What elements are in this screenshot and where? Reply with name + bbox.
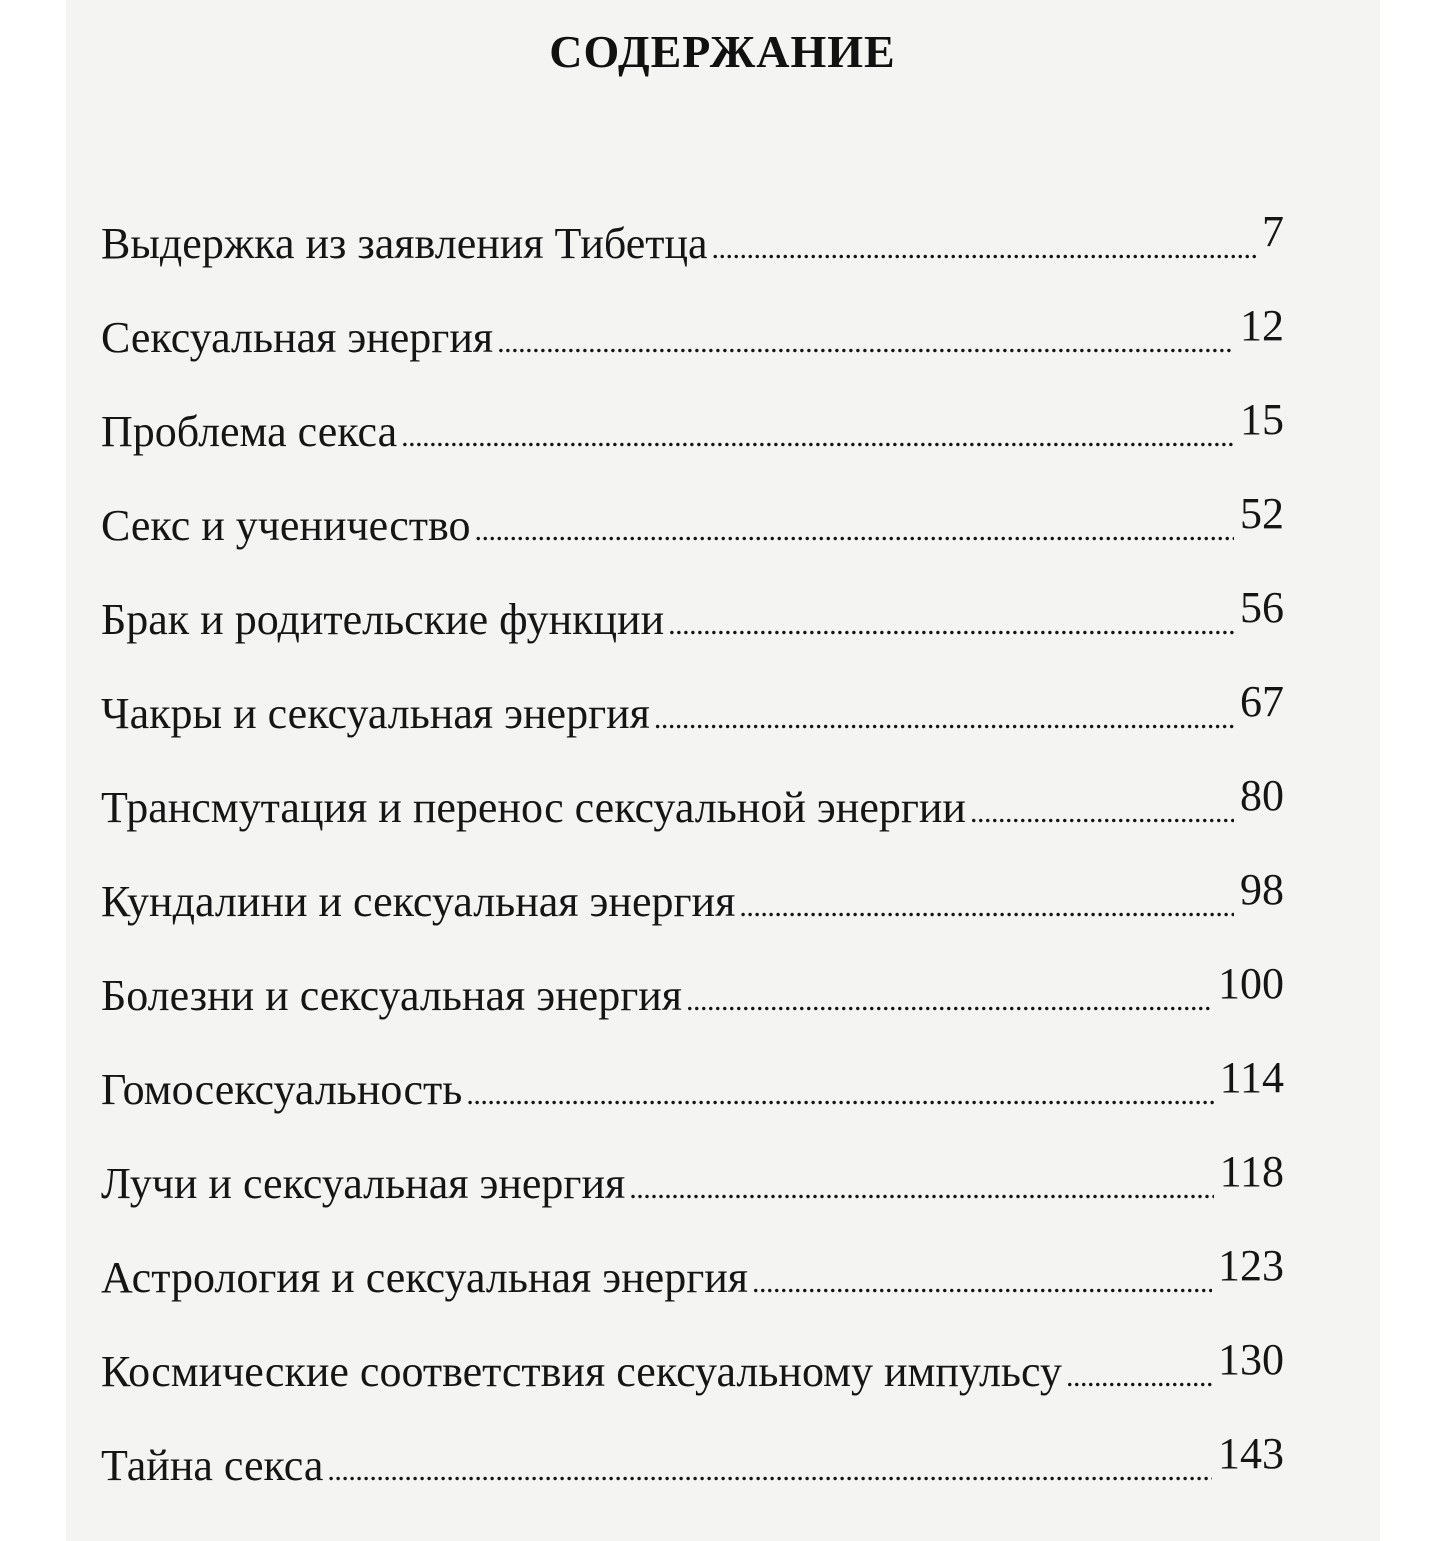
toc-entry-label: Проблема секса (101, 407, 398, 456)
dot-leader (970, 777, 1234, 843)
dot-leader (475, 495, 1234, 561)
toc-entry (101, 489, 1284, 555)
toc-entry-label: Чакры и сексуальная энергия (101, 689, 650, 738)
toc-entry-label: Выдержка из заявления Тибетца (101, 219, 708, 268)
toc-entry (101, 207, 1284, 273)
toc-entry (101, 1147, 1284, 1213)
dot-leader (327, 1435, 1212, 1501)
toc-entry-page: 7 (1262, 207, 1284, 256)
toc-entry-label: Астрология и сексуальная энергия (101, 1253, 749, 1302)
dot-leader (497, 307, 1234, 373)
toc-entry (101, 865, 1284, 931)
toc-entry-page: 15 (1240, 395, 1284, 444)
dot-leader (654, 683, 1234, 749)
dot-leader (739, 871, 1234, 937)
toc-entry-page: 98 (1240, 865, 1284, 914)
toc-entry (101, 583, 1284, 649)
toc-entry-label: Тайна секса (101, 1441, 324, 1490)
toc-entry-page: 100 (1218, 959, 1284, 1008)
dot-leader (629, 1153, 1213, 1219)
dot-leader (668, 589, 1234, 655)
toc-entry (101, 677, 1284, 743)
toc-entry-page: 118 (1219, 1147, 1284, 1196)
toc-entry-label: Гомосексуальность (101, 1065, 463, 1114)
toc-title: СОДЕРЖАНИЕ (549, 26, 896, 77)
toc-entry (101, 1335, 1284, 1401)
toc-entry-label: Космические соответствия сексуальному импульсу (101, 1347, 1062, 1396)
toc-entry-page: 123 (1218, 1241, 1284, 1290)
toc-entry (101, 301, 1284, 367)
toc-entry (101, 1241, 1284, 1307)
toc-entry-page: 67 (1240, 677, 1284, 726)
dot-leader (752, 1247, 1212, 1313)
toc-entry-page: 12 (1240, 301, 1284, 350)
toc-entry (101, 395, 1284, 461)
toc-entry (101, 1053, 1284, 1119)
toc-entry-label: Болезни и сексуальная энергия (101, 971, 683, 1020)
toc-entry-label: Трансмутация и перенос сексуальной энергии (101, 783, 966, 832)
toc-entry (101, 771, 1284, 837)
toc-entry-page: 143 (1218, 1429, 1284, 1478)
toc-entry-label: Брак и родительские функции (101, 595, 665, 644)
dot-leader (686, 965, 1212, 1031)
toc-entry-label: Сексуальная энергия (101, 313, 494, 362)
dot-leader (712, 213, 1256, 279)
toc-entry-label: Секс и ученичество (101, 501, 471, 550)
toc-entry-page: 56 (1240, 583, 1284, 632)
toc-entry (101, 959, 1284, 1025)
toc-entry-label: Кундалини и сексуальная энергия (101, 877, 736, 926)
toc-entry-page: 114 (1219, 1053, 1284, 1102)
toc-entry-page: 80 (1240, 771, 1284, 820)
toc-entry-label: Лучи и сексуальная энергия (101, 1159, 626, 1208)
dot-leader (466, 1059, 1213, 1125)
toc-entry-page: 52 (1240, 489, 1284, 538)
toc-entry-page: 130 (1218, 1335, 1284, 1384)
toc-entry (101, 1429, 1284, 1495)
dot-leader (1066, 1341, 1212, 1407)
dot-leader (401, 401, 1234, 467)
